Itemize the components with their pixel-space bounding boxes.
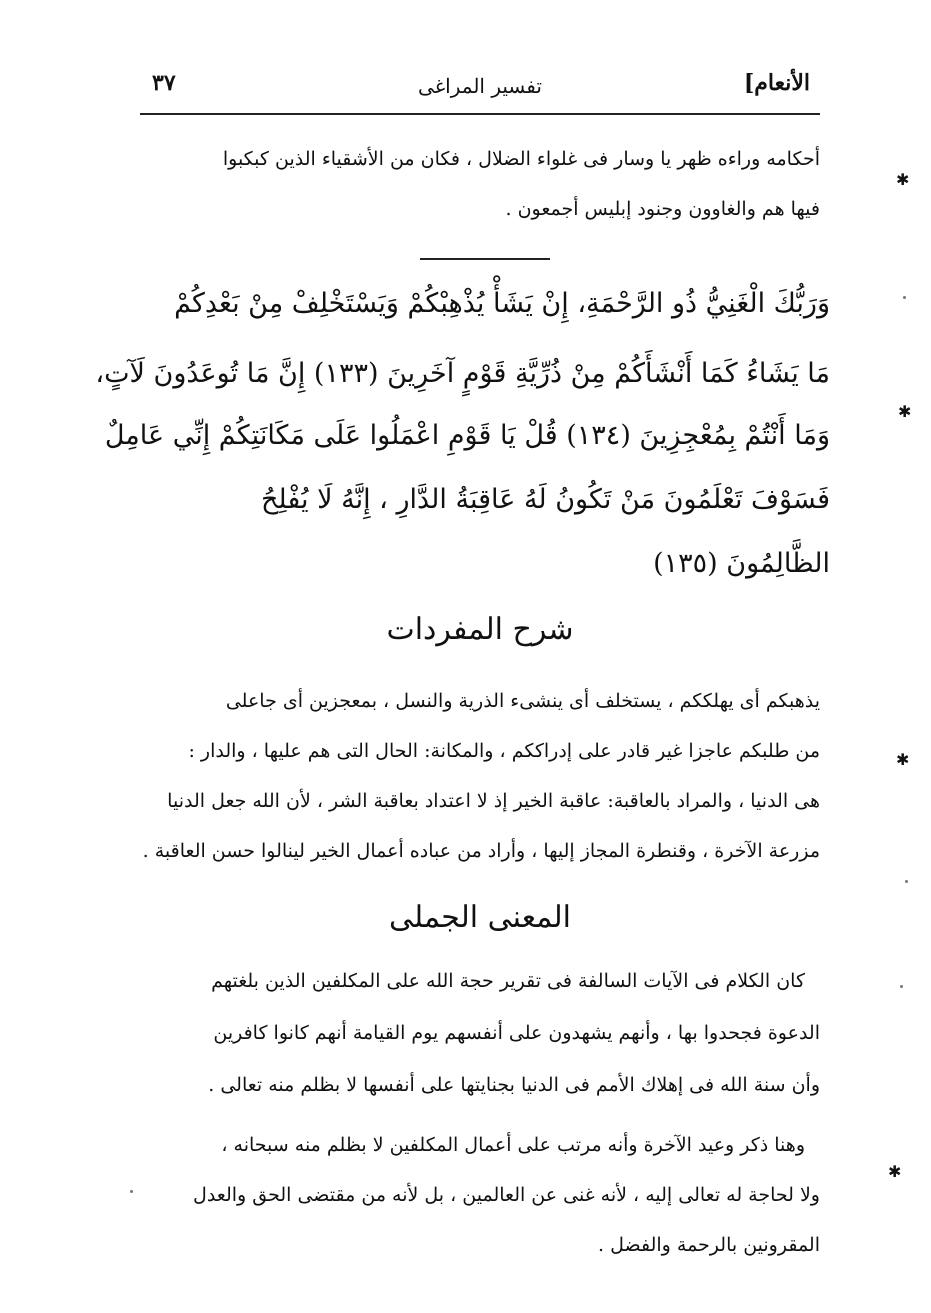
margin-dot-icon [903, 296, 906, 299]
page-header [140, 64, 820, 108]
vocab-line-3: هى الدنيا ، والمراد بالعاقبة: عاقبة الخير إذ لا اعتداد بعاقبة الشر ، لأن الله جعل الدنيا [167, 790, 820, 812]
margin-dot-icon [905, 880, 908, 883]
verse-line-4: فَسَوْفَ تَعْلَمُونَ مَنْ تَكُونُ لَهُ عَاقِبَةُ الدَّارِ ، إِنَّهُ لَا يُفْلِحُ [261, 484, 830, 515]
margin-mark-icon: ✱ [888, 1162, 902, 1181]
verse-line-3: وَمَا أَنْتُمْ بِمُعْجِزِينَ (١٣٤) قُلْ يَا قَوْمِ اعْمَلُوا عَلَى مَكَانَتِكُمْ إِنِّي عَامِلٌ [104, 420, 830, 451]
vocab-line-1: يذهبكم أى يهلككم ، يستخلف أى ينشىء الذرية والنسل ، بمعجزين أى جاعلى [225, 690, 820, 712]
page-number: ٣٧ [152, 70, 176, 96]
meaning-p1-line-3: وأن سنة الله فى إهلاك الأمم فى الدنيا بجنايتها على أنفسها لا بظلم منه تعالى . [208, 1074, 820, 1096]
verse-line-5: الظَّالِمُونَ (١٣٥) [653, 548, 830, 579]
meaning-p2-line-1: وهنا ذكر وعيد الآخرة وأنه مرتب على أعمال المكلفين لا بظلم منه سبحانه ، [221, 1134, 805, 1156]
vocab-heading: شرح المفردات [386, 612, 574, 647]
intro-line-2: فيها هم والغاوون وجنود إبليس أجمعون . [505, 198, 820, 220]
vocab-line-4: مزرعة الآخرة ، وقنطرة المجاز إليها ، وأراد من عباده أعمال الخير لينالوا حسن العاقبة . [142, 840, 820, 862]
intro-line-1: أحكامه وراءه ظهر يا وسار فى غلواء الضلال ، فكان من الأشقياء الذين كبكبوا [222, 148, 820, 170]
verse-line-1: وَرَبُّكَ الْغَنِيُّ ذُو الرَّحْمَةِ، إِنْ يَشَأْ يُذْهِبْكُمْ وَيَسْتَخْلِفْ مِنْ بَعْدِكُمْ [174, 288, 830, 319]
margin-mark-icon: ✱ [896, 750, 910, 769]
margin-dot-icon [900, 985, 903, 988]
margin-mark-icon: ✱ [898, 402, 912, 421]
verse-line-2: مَا يَشَاءُ كَمَا أَنْشَأَكُمْ مِنْ ذُرِّيَّةِ قَوْمٍ آخَرِينَ (١٣٣) إِنَّ مَا تُوعَدُونَ لَآتٍ، [95, 358, 830, 389]
vocab-line-2: من طلبكم عاجزا غير قادر على إدراككم ، والمكانة: الحال التى هم عليها ، والدار : [188, 740, 820, 762]
margin-mark-icon: ✱ [896, 170, 910, 189]
header-rule [140, 113, 820, 115]
margin-dot-icon [130, 1190, 133, 1193]
meaning-p2-line-2: ولا لحاجة له تعالى إليه ، لأنه غنى عن العالمين ، بل لأنه من مقتضى الحق والعدل [193, 1184, 820, 1206]
meaning-p1-line-2: الدعوة فجحدوا بها ، وأنهم يشهدون على أنفسهم يوم القيامة أنهم كانوا كافرين [213, 1022, 820, 1044]
book-title: تفسير المراغى [418, 74, 542, 98]
meaning-p2-line-3: المقرونين بالرحمة والفضل . [598, 1234, 820, 1256]
meaning-p1-line-1: كان الكلام فى الآيات السالفة فى تقرير حجة الله على المكلفين الذين بلغتهم [211, 970, 805, 992]
meaning-heading: المعنى الجملى [388, 900, 571, 935]
section-divider [420, 258, 550, 260]
surah-name: الأنعام] [743, 70, 810, 96]
